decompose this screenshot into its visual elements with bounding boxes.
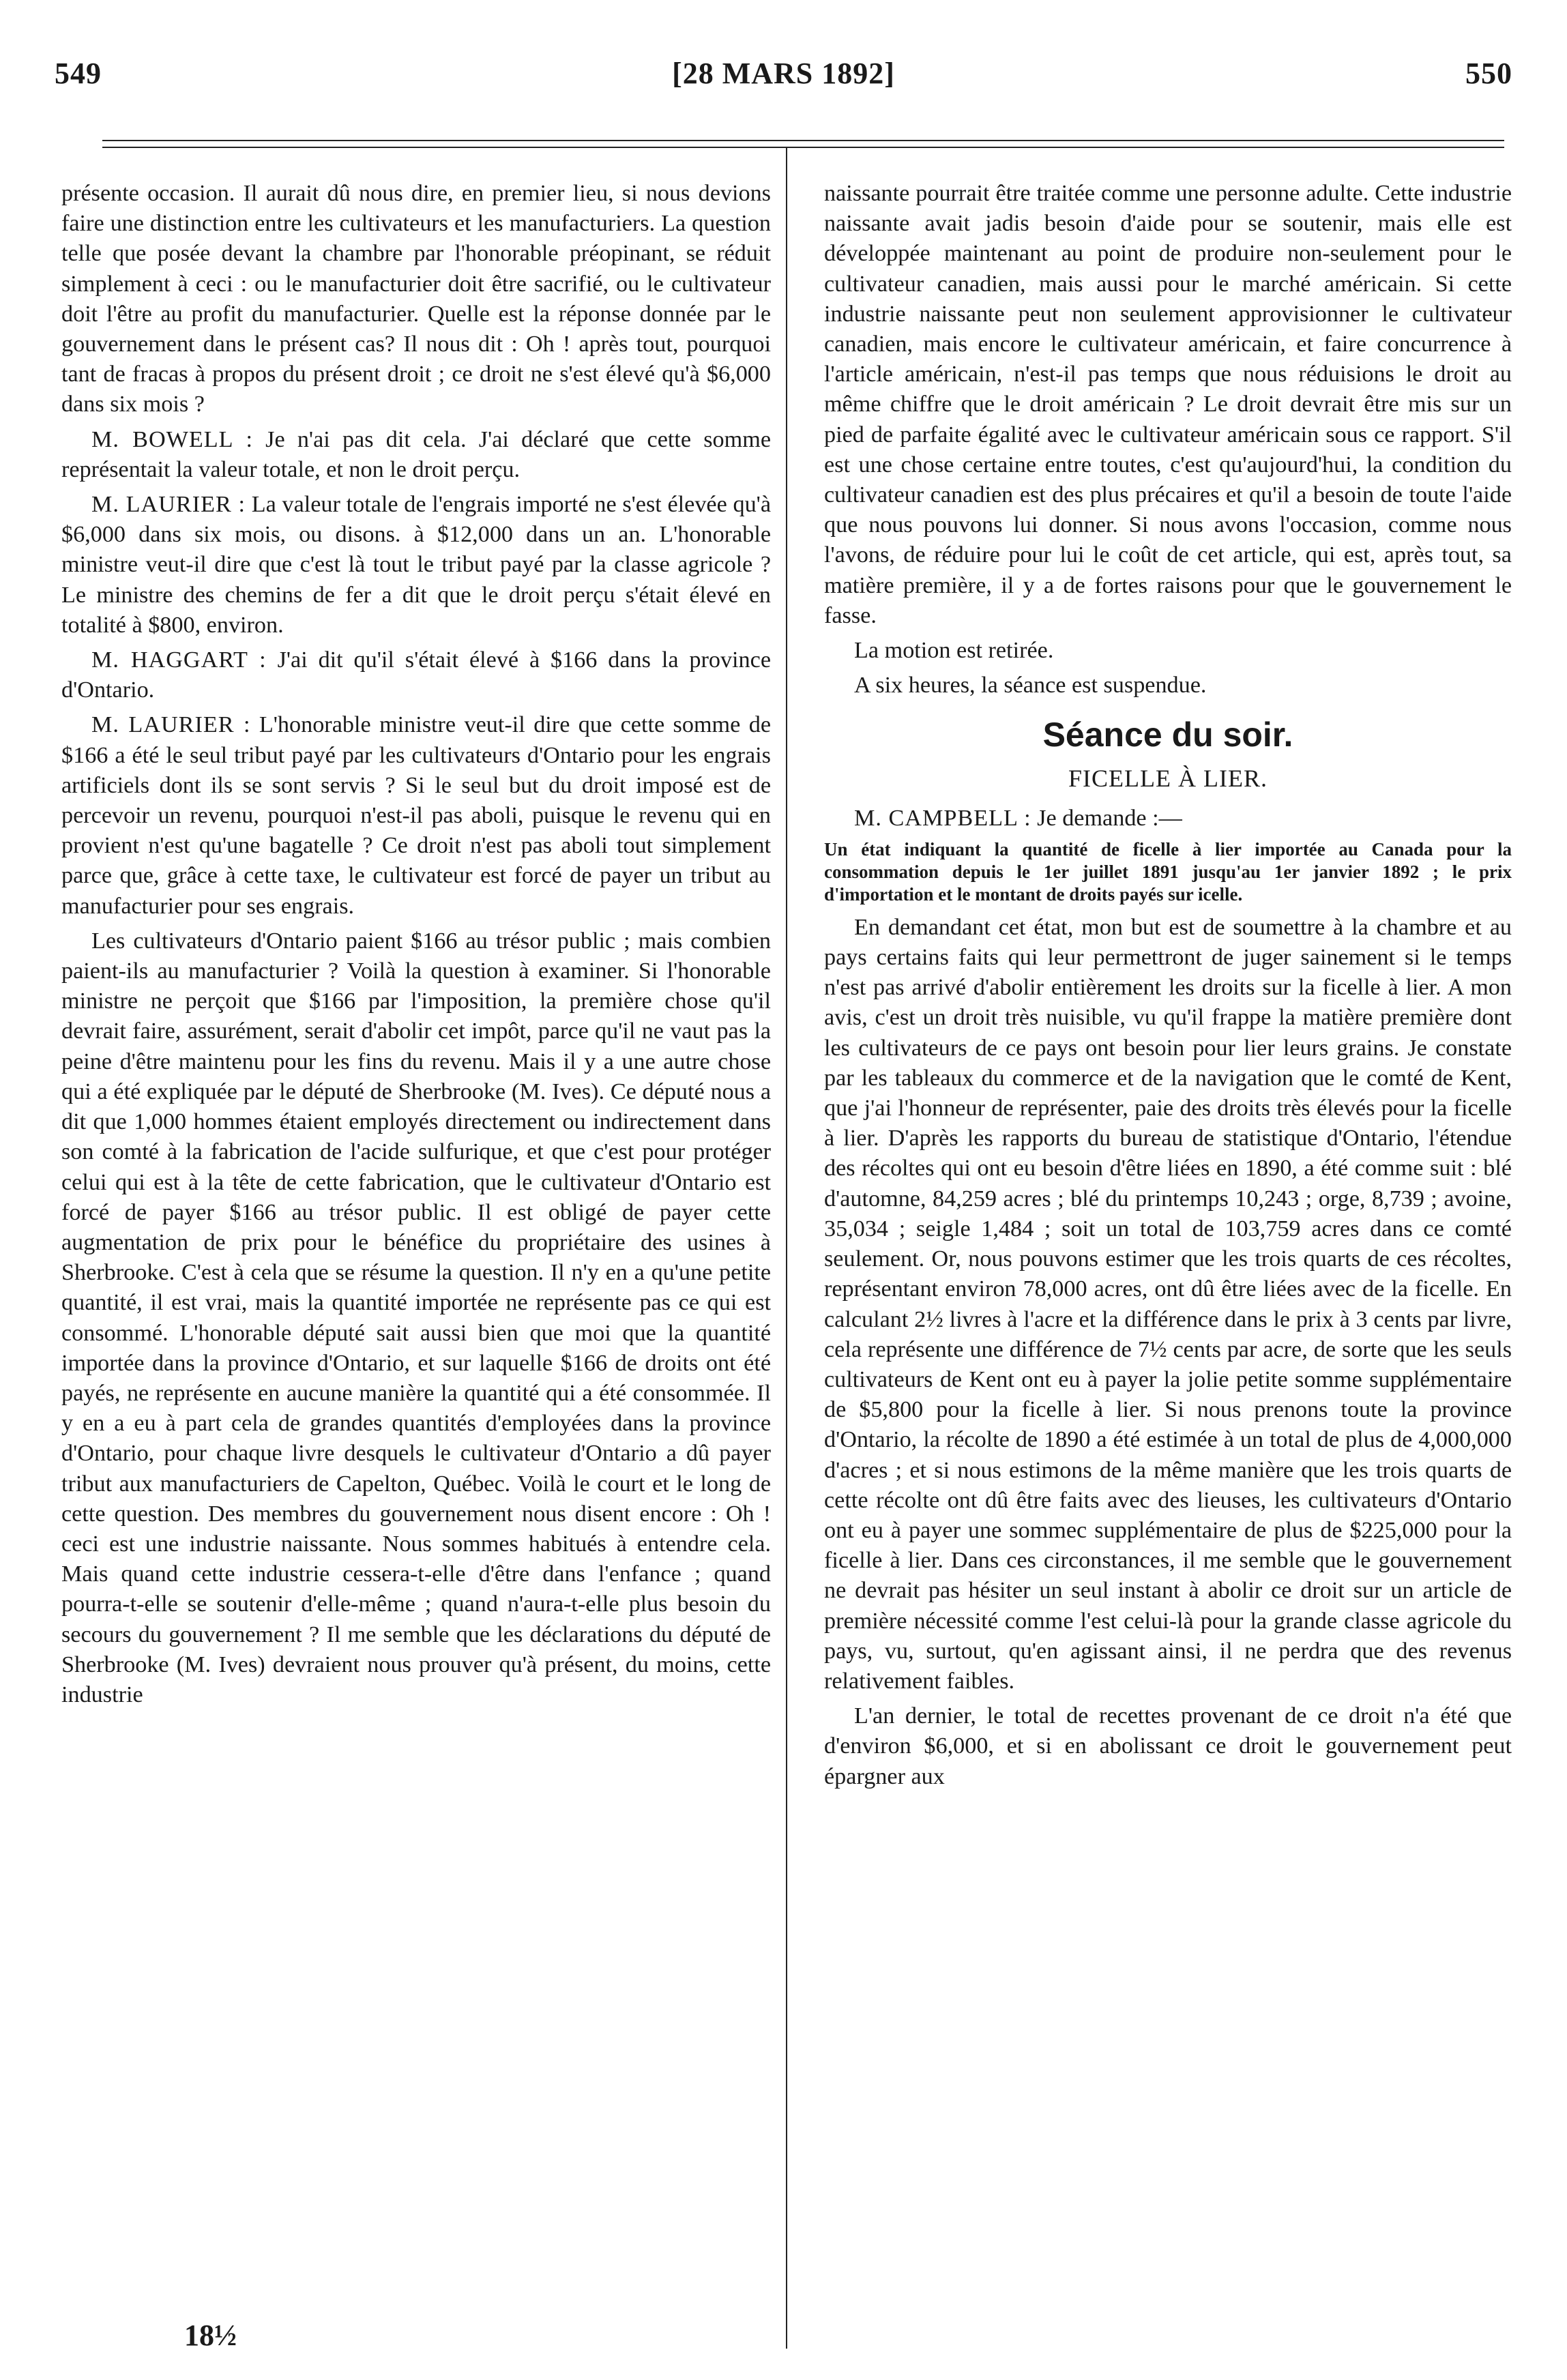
speech-text: Je demande :—: [1037, 805, 1182, 831]
section-subheading: FICELLE À LIER.: [1068, 765, 1268, 793]
motion-text: Un état indiquant la quantité de ficelle à lier importée au Canada pour la consommation depuis le 1er juillet 1891 jusqu'au 1er janvier 1892 ; le prix d'importation et le montant de droits payés sur icelle.: [824, 838, 1512, 905]
paragraph: L'an dernier, le total de recettes provenant de ce droit n'a été que d'environ $6,000, et si en abolissant ce droit le gouvernement peut épargner aux: [824, 1703, 1512, 1789]
paragraph: présente occasion. Il aurait dû nous dire, en premier lieu, si nous devions faire une distinction entre les cultivateurs et les manufacturiers. La question telle que posée devant la chambre par l'honorable préopinant, se réduit simplement à ceci : ou le manufacturier doit être sacrifié, ou le cultivateur doit l'être au profit du manufacturier. Quelle est la réponse donnée par le gouvernement dans le présent cas? Il nous dit : Oh ! après tout, pourquoi tant de fracas à propos du présent droit ; ce droit ne s'est élevé qu'à $6,000 dans six mois ?: [61, 181, 771, 417]
paragraph: Les cultivateurs d'Ontario paient $166 au trésor public ; mais combien paient-ils au manufacturier ? Voilà la question à examiner. Si l'honorable ministre ne perçoit que $166 par l'imposition, la première chose qu'il devrait faire, assurément, serait d'abolir cet impôt, parce qu'il ne vaut pas la peine d'être maintenu pour les fins du revenu. Mais il y a une autre chose qui a été expliquée par le député de Sherbrooke (M. Ives). Ce député nous a dit que 1,000 hommes étaient employés directement ou indirectement dans son comté à la fabrication de l'acide sulfurique, et que c'est pour protéger celui qui est à la tête de cette fabrication, que le cultivateur d'Ontario est forcé de payer $166 au trésor public. Il est obligé de payer cette augmentation de prix pour le bénéfice du propriétaire des usines à Sherbrooke. C'est à cela que se résume la question. Il n'y en a qu'une petite quantité, il est vrai, mais la quantité importée ne représente pas ce qui est consommé. L'honorable député sait aussi bien que moi que la quantité importée dans la province d'Ontario, et sur laquelle $166 de droits ont été payés, ne représente en aucune manière la quantité qui a été consommée. Il y en a eu à part cela de grandes quantités d'employées dans la province d'Ontario, pour chaque livre desquels le cultivateur d'Ontario a dû payer tribut aux manufacturiers de Capelton, Québec. Voilà le court et le long de cette question. Des membres du gouvernement nous disent encore : Oh ! ceci est une industrie naissante. Nous sommes habitués à entendre cela. Mais quand cette industrie cessera-t-elle d'être dans l'enfance ; quand pourra-t-elle se soutenir d'elle-même ; quand n'aura-t-elle plus besoin du secours du gouvernement ? Il me semble que les déclarations du député de Sherbrooke (M. Ives) devraient nous prouver qu'à présent, du moins, cette industrie: [61, 928, 771, 1707]
left-column: [61, 179, 771, 1715]
page-number-right: 550: [1465, 57, 1512, 90]
speech-text: La valeur totale de l'engrais importé ne s'est élevée qu'à $6,000 dans six mois, ou disons. à $12,000 dans un an. L'honorable ministre veut-il dire que c'est là tout le tribut payé par la classe agricole ? Le ministre des chemins de fer a dit que le droit perçu s'était élevé en totalité à $800, environ.: [61, 492, 772, 638]
page-date: [28 MARS 1892]: [672, 57, 895, 90]
header-rule-bottom: [102, 147, 1504, 148]
speech-campbell: [824, 804, 1512, 834]
paragraph: En demandant cet état, mon but est de soumettre à la chambre et au pays certains faits qui leur permettront de juger sainement si le temps n'est pas arrivé d'abolir entièrement les droits sur la ficelle à lier. A mon avis, c'est un droit très nuisible, vu qu'il frappe la matière première dont les cultivateurs de ce pays ont besoin pour lier leurs grains. Je constate par les tableaux du commerce et de la navigation que le comté de Kent, que j'ai l'honneur de représenter, paie des droits très élevés pour la ficelle à lier. D'après les rapports du bureau de statistique d'Ontario, l'étendue des récoltes qui ont eu besoin d'être liées en 1890, a été comme suit : blé d'automne, 84,259 acres ; blé du printemps 10,243 ; orge, 8,739 ; avoine, 35,034 ; seigle 1,484 ; soit un total de 103,759 acres dans ce comté seulement. Or, nous pouvons estimer que les trois quarts de ces récoltes, représentant environ 78,000 acres, ont dû être liées avec de la ficelle. En calculant 2½ livres à l'acre et la différence dans le prix à 3 cents par livre, cela représente une différence de 7½ cents par acre, de sorte que les seuls cultivateurs de Kent ont eu à payer la jolie petite somme supplémentaire de $5,800 pour la ficelle à lier. Si nous prenons toute la province d'Ontario, la récolte de 1890 a été estimée à un total de plus de 4,000,000 d'acres ; et si nous estimons de la même manière que les trois quarts de cette récolte ont dû être faits avec des lieuses, les cultivateurs d'Ontario ont eu à payer une sommec supplémentaire de plus de $225,000 pour la ficelle à lier. Dans ces circonstances, il me semble que le gouvernement ne devrait pas hésiter un seul instant à abolir ce droit sur un article de première nécessité comme l'est celui-là pour la grande classe agricole du pays, vu, surtout, qu'en agissant ainsi, il ne perdra que des revenus relativement faibles.: [824, 914, 1512, 1694]
paragraph: La motion est retirée.: [854, 638, 1054, 664]
speech-bowell: [61, 425, 771, 485]
speech-laurier: [61, 490, 771, 641]
speech-text: J'ai dit qu'il s'était élevé à $166 dans la province d'Ontario.: [61, 647, 771, 703]
speaker-name: M. HAGGART :: [91, 647, 267, 673]
speech-haggart: [61, 645, 771, 705]
speech-text: L'honorable ministre veut-il dire que cette somme de $166 a été le seul tribut payé par les cultivateurs d'Ontario pour les engrais artificiels dont ils se sont servis ? Si le seul but du droit imposé est de percevoir un revenu, pourquoi n'est-il pas aboli, puisque le revenu qui en provient n'est qu'une bagatelle ? Ce droit n'est pas aboli tout simplement parce que, grâce à cette taxe, le cultivateur est forcé de payer un tribut au manufacturier pour ses engrais.: [61, 712, 772, 919]
speaker-name: M. LAURIER :: [91, 492, 246, 518]
speaker-name: M. BOWELL :: [91, 426, 253, 452]
paragraph: A six heures, la séance est suspendue.: [854, 673, 1207, 699]
speaker-name: M. LAURIER :: [91, 712, 251, 738]
header-rule-top: [102, 140, 1504, 141]
right-column: [824, 179, 1512, 1797]
paragraph: naissante pourrait être traitée comme une personne adulte. Cette industrie naissante avait jadis besoin d'aide pour se soutenir, mais elle est développée maintenant au point de produire non-seulement pour le cultivateur canadien, mais aussi pour le marché américain. Si cette industrie naissante peut non seulement approvisionner le cultivateur canadien, mais encore le cultivateur américain, et faire concurrence à l'article américain, n'est-il pas temps que nous réduisions le droit au même chiffre que le droit américain ? Le droit devrait être mis sur un pied de parfaite égalité avec le cultivateur américain sous ce rapport. S'il est une chose certaine entre toutes, c'est qu'aujourd'hui, la condition du cultivateur canadien est des plus précaires et qu'il a besoin de toute l'aide que nous pouvons lui donner. Si nous avons l'occasion, comme nous l'avons, de réduire pour lui le coût de cet article, qui est, après tout, sa matière première, il y a de fortes raisons pour que le gouvernement le fasse.: [824, 181, 1512, 628]
page-number-left: 549: [55, 57, 102, 90]
section-heading: Séance du soir.: [1042, 716, 1293, 754]
speaker-name: M. CAMPBELL :: [854, 805, 1031, 831]
signature-mark: 18½: [184, 2319, 237, 2352]
speech-text: Je n'ai pas dit cela. J'ai déclaré que cette somme représentait la valeur totale, et non le droit perçu.: [61, 426, 771, 482]
column-divider: [786, 147, 787, 2349]
speech-laurier-2: [61, 710, 771, 921]
page-header: [55, 56, 1512, 104]
